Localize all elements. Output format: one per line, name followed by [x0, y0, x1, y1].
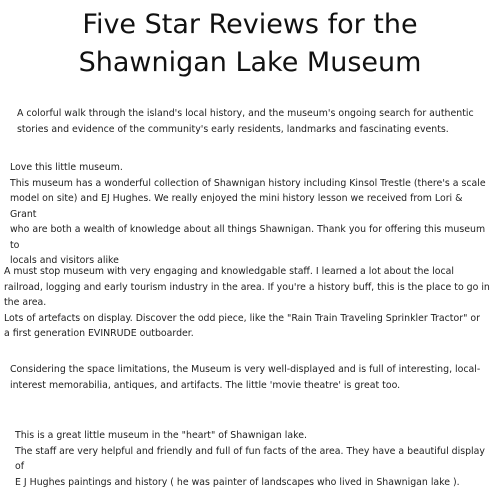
review-line: E J Hughes paintings and history ( he was painter of landscapes who lived in Shawnigan lake ).: [15, 476, 460, 488]
review-line: interest memorabilia, antiques, and artifacts. The little 'movie theatre' is great too.: [10, 379, 401, 391]
review-line: A must stop museum with very engaging and knowledgable staff. I learned a lot about the local: [4, 266, 455, 277]
review-line: A colorful walk through the island's local history, and the museum's ongoing search for authentic: [17, 108, 474, 119]
review-line: a first generation EVINRUDE outboarder.: [4, 328, 194, 339]
page-title-line-1: Five Star Reviews for the: [82, 9, 418, 40]
review-line: locals and visitors alike: [10, 255, 119, 266]
review-well-displayed: [10, 362, 492, 393]
review-line: who are both a wealth of knowledge about all things Shawnigan. Thank you for offering this museum to: [10, 224, 486, 251]
review-must-stop: [4, 264, 496, 342]
review-line: Lots of artefacts on display. Discover the odd piece, like the "Rain Train Traveling Sprinkler Tractor" or: [4, 312, 480, 324]
review-line: stories and evidence of the community's early residents, landmarks and fascinating events.: [17, 123, 449, 135]
page-title: [0, 6, 500, 82]
review-heart-of-shawnigan: [15, 428, 493, 490]
review-line: railroad, logging and early tourism industry in the area. If you're a history buff, this is the place to go in: [4, 281, 490, 293]
page-title-line-2: Shawnigan Lake Museum: [78, 47, 422, 78]
review-line: The staff are very helpful and friendly and full of fun facts of the area. They have a beautiful display of: [15, 445, 485, 472]
review-line: model on site) and EJ Hughes. We really enjoyed the mini history lesson we received from Lori & Grant: [10, 193, 463, 220]
review-line: Considering the space limitations, the Museum is very well-displayed and is full of interesting, local-: [10, 364, 481, 375]
review-line: This is a great little museum in the "heart" of Shawnigan lake.: [15, 430, 307, 441]
review-intro: [17, 106, 487, 137]
review-line: the area.: [4, 297, 47, 308]
review-line: This museum has a wonderful collection of Shawnigan history including Kinsol Trestle (there's a scale: [10, 177, 486, 189]
review-love-this-museum: [10, 160, 490, 269]
review-line: Love this little museum.: [10, 162, 123, 173]
